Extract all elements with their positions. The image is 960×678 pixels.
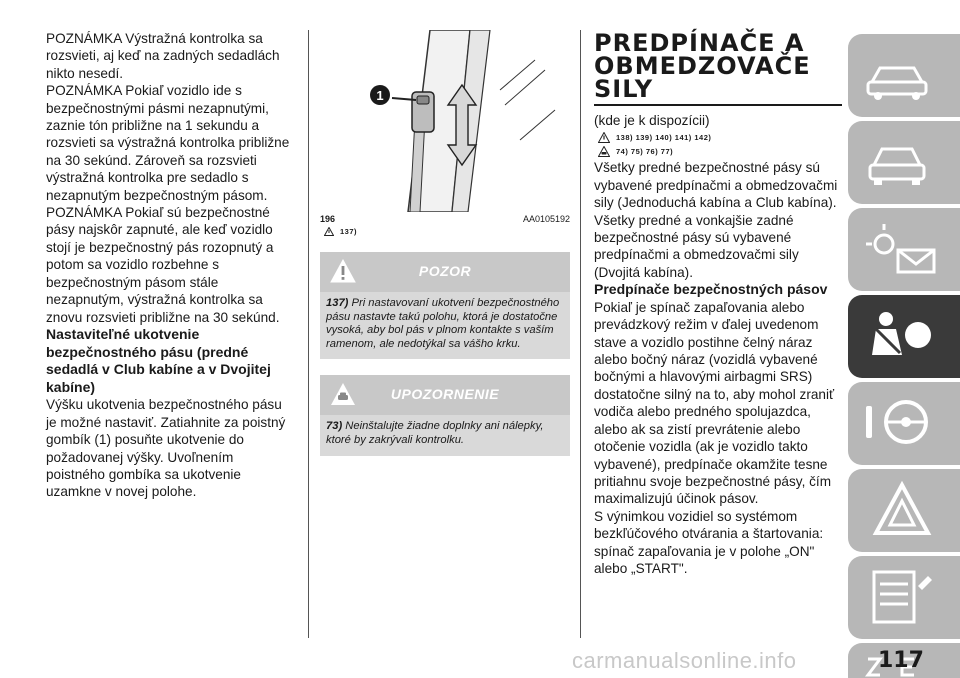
column-divider-2: [580, 30, 581, 638]
upozornenie-box-header: [320, 375, 570, 415]
section-subheading: Nastaviteľné ukotvenie bezpečnostného pásu (predné sedadlá v Club kabíne a v Dvojitej kabíne): [46, 325, 271, 395]
emergency-triangle-icon: [862, 479, 942, 541]
note-paragraph-2: POZNÁMKA Pokiaľ vozidlo ide s bezpečnostnými pásmi nezapnutými, zaznie tón približne na 1 sekundu a rozsvieti sa výstražná kontrolka približne na 30 sekúnd. Zároveň sa rozsvieti výstražná kontrolka pre sedadlo s nezapnutým bezpečnostným pásom.: [46, 83, 290, 203]
warning-triangle-icon: [598, 132, 610, 143]
right-column: [594, 30, 842, 577]
section-heading: [594, 29, 842, 103]
upozornenie-title: UPOZORNENIE: [390, 386, 500, 403]
maintenance-list-icon: [862, 566, 942, 628]
chapter-tab-safety[interactable]: [848, 295, 960, 378]
car-front-icon: [862, 131, 942, 193]
middle-column: [320, 30, 570, 456]
heading-rule: [594, 104, 842, 106]
belt-anchor-illustration: [320, 30, 570, 212]
chapter-tab-car[interactable]: [848, 121, 960, 204]
callout-label: 1: [376, 88, 384, 103]
pozor-text: Pri nastavovaní ukotvení bezpečnostného pásu nastavte takú polohu, ktorá je dostatočne vysoká, aby bol pás v plnom kontakte s vaším ramenom, ale nedotýkal sa vášho krku.: [326, 297, 560, 350]
pozor-title: POZOR: [418, 263, 472, 279]
upozornenie-text: Neinštalujte žiadne doplnky ani nálepky, ktoré by zakrývali kontrolku.: [326, 420, 544, 446]
pozor-number: 137): [326, 297, 349, 309]
figure-code: AA0105192: [522, 214, 570, 224]
figure-belt-anchor: [320, 30, 570, 212]
light-message-icon: [862, 218, 942, 280]
figure-ref-number: 137): [340, 227, 358, 236]
heading-line-2: OBMEDZOVAČE: [594, 52, 811, 80]
figure-caption: [320, 214, 570, 224]
page-number: 117: [878, 648, 924, 673]
heading-line-3: SILY: [594, 75, 654, 103]
chapter-tabs: [848, 34, 960, 678]
car-caution-icon: [598, 146, 610, 157]
steering-wheel-icon: [862, 392, 942, 454]
pretensioner-paragraph-2: Všetky predné a vonkajšie zadné bezpečnostné pásy sú vybavené predpínačmi a obmedzovačmi sily (Dvojitá kabína).: [594, 212, 799, 280]
left-column: [46, 30, 296, 501]
warning-references: [598, 132, 842, 143]
car-dashboard-icon: [862, 44, 942, 106]
note-paragraph-1: POZNÁMKA Výstražná kontrolka sa rozsvieti, aj keď na zadných sedadlách nikto nesedí.: [46, 31, 280, 81]
pretensioner-paragraph-1: Všetky predné bezpečnostné pásy sú vybavené predpínačmi a obmedzovačmi sily (Jednoduchá kabína a Club kabína).: [594, 160, 838, 211]
figure-reference: [324, 227, 570, 236]
chapter-tab-maintenance[interactable]: [848, 556, 960, 639]
upozornenie-box-body: [320, 415, 570, 455]
figure-number: 196: [320, 214, 336, 224]
pozor-box-body: [320, 292, 570, 359]
watermark: carmanualsonline.info: [572, 648, 797, 673]
pretensioner-paragraph-4: S výnimkou vozidiel so systémom bezkľúčového otvárania a štartovania: spínač zapaľovania je v polohe „ON" alebo „START".: [594, 508, 824, 576]
chapter-tab-lights[interactable]: [848, 208, 960, 291]
upozornenie-number: 73): [326, 420, 343, 433]
pozor-box-header: [320, 252, 570, 292]
chapter-tab-emergency[interactable]: [848, 469, 960, 552]
pretensioner-paragraph-3: Pokiaľ je spínač zapaľovania alebo prevádzkový režim v ďalej uvedenom stave a vozidlo postihne čelný náraz alebo bočný náraz (vozidlá vybavené bočnými a hlavovými airbagmi SRS) dostatočne silný na to, aby mohol zraniť vodiča alebo predného spolujazdca, alebo ak sa zistí prevrátenie alebo otočenie vozidla (ak je vozidlo takto vybavené), predpínače okamžite tesne pritiahnu svoje bezpečnostné pásy, čím maximalizujú účinok pásov.: [594, 299, 835, 507]
note-paragraph-3: POZNÁMKA Pokiaľ sú bezpečnostné pásy najskôr zapnuté, ale keď vozidlo stojí je bezpečnostný pás rozopnutý a potom sa vozidlo rozbehne s bezpečnostným pásom stále nezapnutým, výstražná kontrolka sa znovu rozsvieti približne na 30 sekúnd.: [46, 205, 280, 325]
warning-triangle-icon: [324, 227, 334, 236]
caution-refs-text: 74) 75) 76) 77): [616, 147, 674, 157]
heading-line-1: PREDPÍNAČE A: [594, 29, 805, 57]
chapter-tab-driving[interactable]: [848, 382, 960, 465]
seatbelt-airbag-icon: [862, 305, 942, 367]
pretensioner-subheading: Predpínače bezpečnostných pásov: [594, 281, 828, 298]
chapter-tab-vehicle[interactable]: [848, 34, 960, 117]
caution-references: [598, 146, 842, 157]
availability-note: (kde je k dispozícii): [594, 113, 710, 128]
adjust-paragraph: Výšku ukotvenia bezpečnostného pásu je možné nastaviť. Zatiahnite za poistný gombík (1) posuňte ukotvenie do požadovanej výšky. Uvoľnením poistného gombíka sa ukotvenie uzamkne v novej polohe.: [46, 397, 286, 500]
warning-refs-text: 138) 139) 140) 141) 142): [616, 133, 712, 143]
column-divider-1: [308, 30, 309, 638]
